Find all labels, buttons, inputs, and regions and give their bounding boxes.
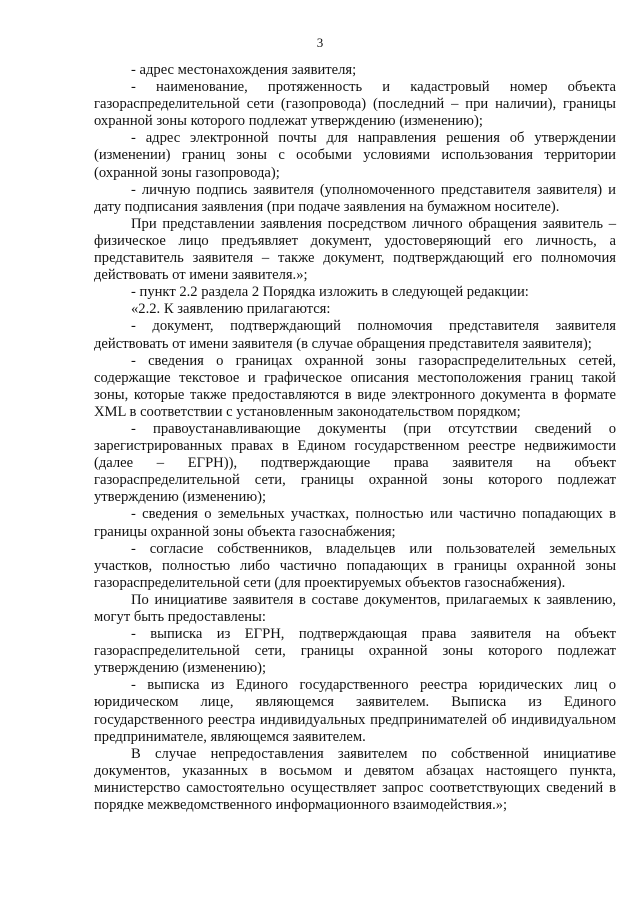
paragraph: - правоустанавливающие документы (при отсутствии сведений о зарегистрированных правах в Едином государственном реестре недвижимости (далее – ЕГРН)), подтверждающие права заявителя на объект газораспределительной сети, границы охранной зоны которого подлежат утверждению (изменению); — [94, 420, 616, 506]
paragraph: - согласие собственников, владельцев или пользователей земельных участков, полностью либо частично попадающих в границы охранной зоны газораспределительной сети (для проектируемых объектов газоснабжения). — [94, 540, 616, 591]
document-body — [94, 62, 616, 814]
paragraph: - пункт 2.2 раздела 2 Порядка изложить в следующей редакции: — [131, 284, 529, 301]
paragraph: - наименование, протяженность и кадастровый номер объекта газораспределительной сети (газопровода) (последний – при наличии), границы охранной зоны которого подлежат утверждению (изменению); — [94, 79, 616, 130]
paragraph: - сведения о границах охранной зоны газораспределительных сетей, содержащие текстовое и графическое описания местоположения границ такой зоны, которые также предоставляются в виде электронного документа в формате XML в соответствии с установленным законодательством порядком; — [94, 352, 616, 420]
paragraph: - документ, подтверждающий полномочия представителя заявителя действовать от имени заявителя (в случае обращения представителя заявителя); — [94, 318, 616, 352]
paragraph: - выписка из ЕГРН, подтверждающая права заявителя на объект газораспределительной сети, границы охранной зоны которого подлежат утверждению (изменению); — [94, 626, 616, 677]
paragraph: - адрес электронной почты для направления решения об утверждении (изменении) границ зоны с особыми условиями использования территории (охранной зоны газопровода); — [94, 130, 616, 181]
paragraph: «2.2. К заявлению прилагаются: — [131, 301, 331, 318]
paragraph: - личную подпись заявителя (уполномоченного представителя заявителя) и дату подписания заявления (при подаче заявления на бумажном носителе). — [94, 181, 616, 215]
paragraph: По инициативе заявителя в составе документов, прилагаемых к заявлению, могут быть предоставлены: — [94, 591, 616, 625]
page-number: 3 — [316, 35, 324, 50]
paragraph: - адрес местонахождения заявителя; — [131, 62, 357, 78]
paragraph: - выписка из Единого государственного реестра юридических лиц о юридическом лице, являющемся заявителем. Выписка из Единого государственного реестра индивидуальных предпринимателей об индивидуальном предпринимателе, являющемся заявителем. — [94, 677, 616, 745]
paragraph: При представлении заявления посредством личного обращения заявитель – физическое лицо предъявляет документ, удостоверяющий его личность, а представитель заявителя – также документ, подтверждающий его полномочия действовать от имени заявителя.»; — [94, 215, 616, 284]
paragraph: В случае непредоставления заявителем по собственной инициативе документов, указанных в восьмом и девятом абзацах настоящего пункта, министерство самостоятельно осуществляет запрос соответствующих сведений в порядке межведомственного информационного взаимодействия.»; — [94, 745, 616, 814]
paragraph: - сведения о земельных участках, полностью или частично попадающих в границы охранной зоны объекта газоснабжения; — [94, 506, 616, 540]
